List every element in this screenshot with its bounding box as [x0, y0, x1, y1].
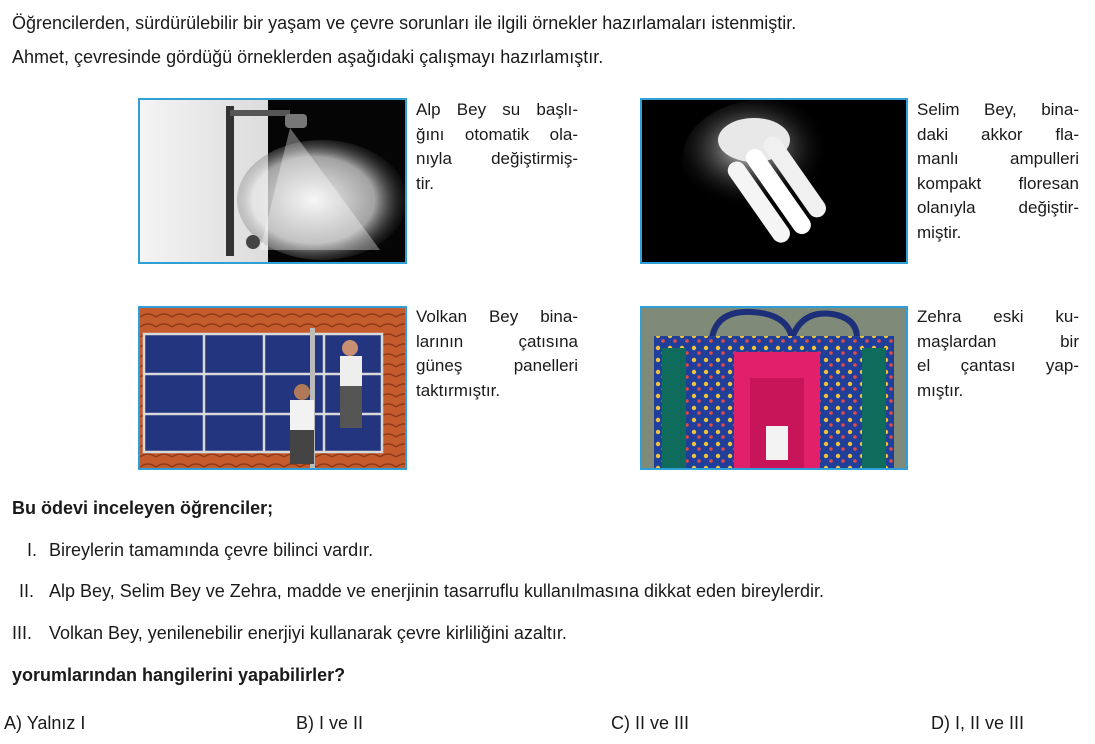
- option-b[interactable]: [296, 712, 363, 734]
- bulb-caption: [917, 98, 1079, 245]
- option-text: Yalnız I: [26, 713, 86, 733]
- solar-panel-photo: [138, 306, 407, 470]
- shower-caption-line: nıyla değiştirmiş-: [416, 149, 578, 168]
- bag-caption-line: mıştır.: [917, 380, 964, 400]
- statement-text: Volkan Bey, yenilenebilir enerjiyi kullanarak çevre kirliliğini azaltır.: [49, 623, 567, 643]
- solar-caption-line: taktırmıştır.: [416, 380, 501, 400]
- bulb-caption-line: manlı ampulleri: [917, 149, 1079, 168]
- bag-caption-line: maşlardan bir: [917, 331, 1079, 351]
- option-d[interactable]: [931, 712, 1024, 734]
- fabric-bag-photo: [640, 306, 908, 470]
- option-letter: B): [296, 713, 314, 733]
- bag-caption: [917, 305, 1079, 403]
- bulb-caption-line: miştir.: [917, 222, 962, 242]
- shower-caption: [416, 98, 578, 196]
- bag-caption-line: el çantası yap-: [917, 356, 1079, 375]
- option-text: I, II ve III: [955, 713, 1025, 733]
- statement-number: I.: [27, 540, 38, 560]
- shower-caption-line: Alp Bey su başlı-: [416, 100, 578, 119]
- shower-caption-line: ğını otomatik ola-: [416, 124, 578, 144]
- shower-caption-line: tir.: [416, 173, 434, 193]
- intro-line-1: Öğrencilerden, sürdürülebilir bir yaşam ve çevre sorunları ile ilgili örnekler hazırlamaları istenmiştir.: [12, 13, 797, 33]
- option-text: II ve III: [635, 713, 690, 733]
- bulb-caption-line: daki akkor fla-: [917, 124, 1079, 144]
- option-a[interactable]: [4, 712, 85, 734]
- solar-caption-line: larının çatısına: [416, 331, 578, 351]
- solar-caption-line: güneş panelleri: [416, 356, 578, 375]
- statement-number: II.: [19, 581, 35, 601]
- statement-text: Bireylerin tamamında çevre bilinci vardır.: [49, 540, 374, 560]
- option-c[interactable]: [611, 712, 689, 734]
- statement-text: Alp Bey, Selim Bey ve Zehra, madde ve enerjinin tasarruflu kullanılmasına dikkat eden bireylerdir.: [49, 581, 825, 601]
- question-prompt: yorumlarından hangilerini yapabilirler?: [12, 665, 346, 685]
- option-letter: D): [931, 713, 950, 733]
- solar-caption-line: Volkan Bey bina-: [416, 307, 578, 326]
- fluorescent-bulb-photo: [640, 98, 908, 264]
- solar-caption: [416, 305, 578, 403]
- question-lead: Bu ödevi inceleyen öğrenciler;: [12, 498, 274, 518]
- option-text: I ve II: [319, 713, 364, 733]
- intro-line-2: Ahmet, çevresinde gördüğü örneklerden aşağıdaki çalışmayı hazırlamıştır.: [12, 47, 604, 67]
- bulb-caption-line: olanıyla değiştir-: [917, 198, 1079, 217]
- option-letter: C): [611, 713, 630, 733]
- statement-number: III.: [12, 623, 33, 643]
- bulb-caption-line: Selim Bey, bina-: [917, 100, 1079, 119]
- bag-caption-line: Zehra eski ku-: [917, 307, 1079, 326]
- shower-head-photo: [138, 98, 407, 264]
- bulb-caption-line: kompakt floresan: [917, 173, 1079, 193]
- option-letter: A): [4, 713, 22, 733]
